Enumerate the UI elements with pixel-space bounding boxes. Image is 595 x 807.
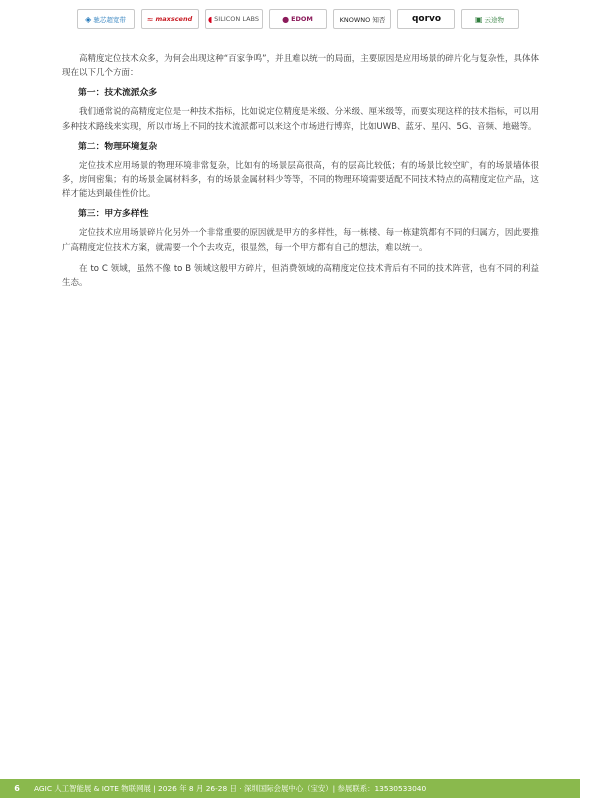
footer-text: AGIC 人工智能展 & IOTE 物联网展 | 2026 年 8 月 26-28 日 · 深圳国际会展中心（宝安）| 参展联系：13530533040 xyxy=(34,784,427,793)
logo-maxscend xyxy=(141,9,199,29)
logo-chixin xyxy=(77,9,135,29)
wave-logo-icon: ≈ xyxy=(146,14,154,24)
silicon-labs-logo-icon: ◖ xyxy=(207,14,213,24)
ytw-logo-icon: ▣ xyxy=(474,14,483,24)
logo-text: 驰芯超宽带 xyxy=(93,15,126,24)
logo-knowno xyxy=(333,9,391,29)
logo-text: SILICON LABS xyxy=(214,15,260,23)
intro-paragraph: 高精度定位技术众多，为何会出现这种“百家争鸣”，并且难以统一的局面，主要原因是应用场景的碎片化与复杂性，具体体现在以下几个方面： xyxy=(62,54,539,79)
section-1-paragraph: 我们通常说的高精度定位是一种技术指标，比如说定位精度是米级、分米级、厘米级等，而要实现这样的技术指标，可以用多种技术路线来实现，所以市场上不同的技术流派都可以来这个市场进行博弈，比如UWB、蓝牙、星闪、5G、音频、地磁等。 xyxy=(62,107,539,132)
section-2-paragraph: 定位技术应用场景的物理环境非常复杂，比如有的场景层高很高，有的层高比较低；有的场景比较空旷，有的场景墙体很多，房间密集；有的场景金属材料多，有的场景金属材料少等等，不同的物理环境需要适配不同技术特点的高精度定位产品，这样才能达到最佳性价比。 xyxy=(62,160,539,200)
section-3-paragraph: 定位技术应用场景碎片化另外一个非常重要的原因就是甲方的多样性，每一栋楼、每一栋建筑都有不同的归属方，因此要推广高精度定位技术方案，就需要一个个去攻克，很显然，每一个甲方都有自己的想法，难以统一。 xyxy=(62,228,539,253)
section-2-heading: 第二：物理环境复杂 xyxy=(78,141,158,152)
logo-silicon-labs xyxy=(205,9,263,29)
logo-qorvo xyxy=(397,9,455,29)
logo-text: qorvo xyxy=(411,14,442,24)
logo-yuntuwu xyxy=(461,9,519,29)
to-c-paragraph: 在 to C 领域，虽然不像 to B 领域这般甲方碎片，但消费领域的高精度定位技术背后有不同的技术阵营，也有不同的利益生态。 xyxy=(62,263,539,289)
section-1-heading: 第一：技术流派众多 xyxy=(78,88,158,99)
page-footer xyxy=(0,779,580,798)
edom-logo-icon: ● xyxy=(282,14,290,24)
sponsor-logo-bar xyxy=(0,0,595,38)
chip-logo-icon: ◈ xyxy=(85,14,92,24)
logo-text: EDOM xyxy=(291,15,313,23)
section-3-heading: 第三：甲方多样性 xyxy=(78,209,149,220)
logo-text: maxscend xyxy=(155,15,193,23)
logo-text: KNOWNO 知否 xyxy=(339,15,386,24)
article-body xyxy=(62,52,539,297)
logo-edom xyxy=(269,9,327,29)
logo-text: 云途物 xyxy=(484,15,505,24)
page-number: 6 xyxy=(14,784,20,793)
